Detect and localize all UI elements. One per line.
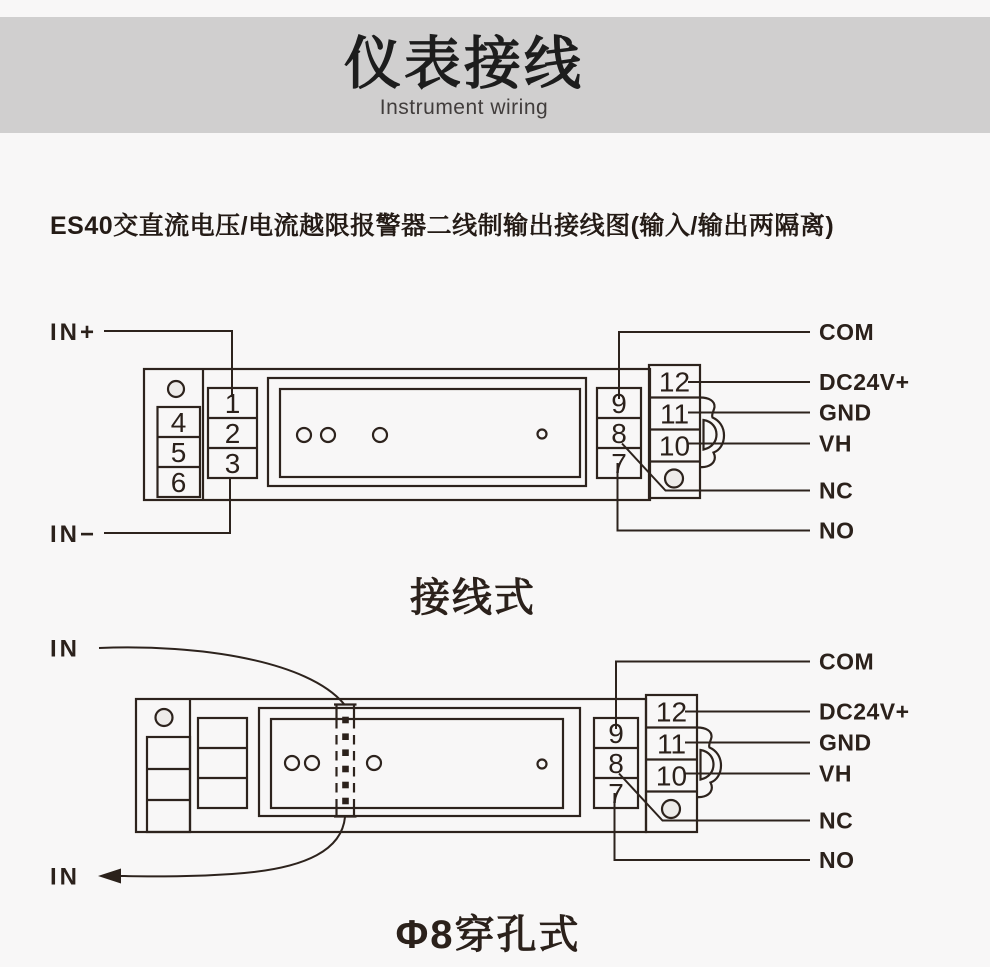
page-subtitle: Instrument wiring xyxy=(379,96,549,119)
label-dc24v: DC24V+ xyxy=(819,369,910,395)
wire-in-top xyxy=(99,647,344,704)
terminal-9: 9 xyxy=(608,718,624,749)
device-wired xyxy=(50,319,910,548)
terminal-9: 9 xyxy=(611,388,627,419)
wire-no xyxy=(615,793,811,860)
device-through-hole xyxy=(50,636,910,891)
terminal-1: 1 xyxy=(224,388,241,419)
panel-inner xyxy=(271,719,563,808)
terminal-11: 11 xyxy=(659,398,690,430)
label-nc: NC xyxy=(819,477,854,504)
page-title: 仪表接线 xyxy=(344,32,584,96)
terminal-4: 4 xyxy=(170,407,187,438)
through-hole-slot xyxy=(334,705,357,817)
terminal-8: 8 xyxy=(608,748,624,779)
wire-com xyxy=(619,332,810,399)
label-dc24v: DC24V+ xyxy=(819,698,910,725)
mounting-hole xyxy=(156,709,173,726)
wire-no xyxy=(618,463,811,531)
terminal-7: 7 xyxy=(608,778,624,809)
terminal-8: 8 xyxy=(611,418,627,449)
wire-in-minus xyxy=(104,478,230,533)
label-nc: NC xyxy=(819,807,854,834)
label-com: COM xyxy=(819,648,875,675)
din-clip xyxy=(700,398,724,468)
terminal-6: 6 xyxy=(170,467,187,498)
panel-leds xyxy=(297,428,547,442)
wires-through-hole xyxy=(99,647,810,876)
diagram-description: ES40交直流电压/电流越限报警器二线制输出接线图(输入/输出两隔离) xyxy=(50,212,835,240)
in-plus-label: IN+ xyxy=(50,319,98,346)
label-vh: VH xyxy=(819,760,852,787)
terminal-block-left xyxy=(147,737,190,832)
caption-wired: 接线式 xyxy=(410,576,536,620)
terminal-block-mid xyxy=(198,718,247,808)
label-no: NO xyxy=(819,847,855,873)
terminal-12: 12 xyxy=(655,696,688,728)
in-minus-label: IN− xyxy=(50,521,98,548)
output-labels xyxy=(819,319,910,544)
terminal-7: 7 xyxy=(611,448,627,479)
terminal-11: 11 xyxy=(656,728,687,760)
label-com: COM xyxy=(819,319,875,345)
terminal-3: 3 xyxy=(224,448,241,479)
label-vh: VH xyxy=(819,430,852,457)
terminal-10: 10 xyxy=(655,760,688,792)
in-bottom-label: IN xyxy=(50,863,80,891)
label-no: NO xyxy=(819,517,855,544)
panel-inner xyxy=(280,389,580,477)
label-gnd: GND xyxy=(819,399,872,426)
wire-in-bottom xyxy=(121,817,345,876)
output-labels xyxy=(819,649,910,874)
terminal-12: 12 xyxy=(658,366,691,398)
terminal-5: 5 xyxy=(170,437,187,468)
in-top-label: IN xyxy=(50,635,80,663)
caption-through-hole: Φ8穿孔式 xyxy=(395,913,581,957)
mounting-hole xyxy=(168,381,184,397)
through-hole-dots xyxy=(342,717,349,805)
arrowhead xyxy=(98,869,121,884)
terminal-10: 10 xyxy=(658,430,691,462)
panel-leds xyxy=(285,756,547,770)
panel-outer xyxy=(259,708,580,816)
din-clip xyxy=(697,728,721,798)
label-gnd: GND xyxy=(819,729,872,756)
terminal-2: 2 xyxy=(224,418,241,449)
